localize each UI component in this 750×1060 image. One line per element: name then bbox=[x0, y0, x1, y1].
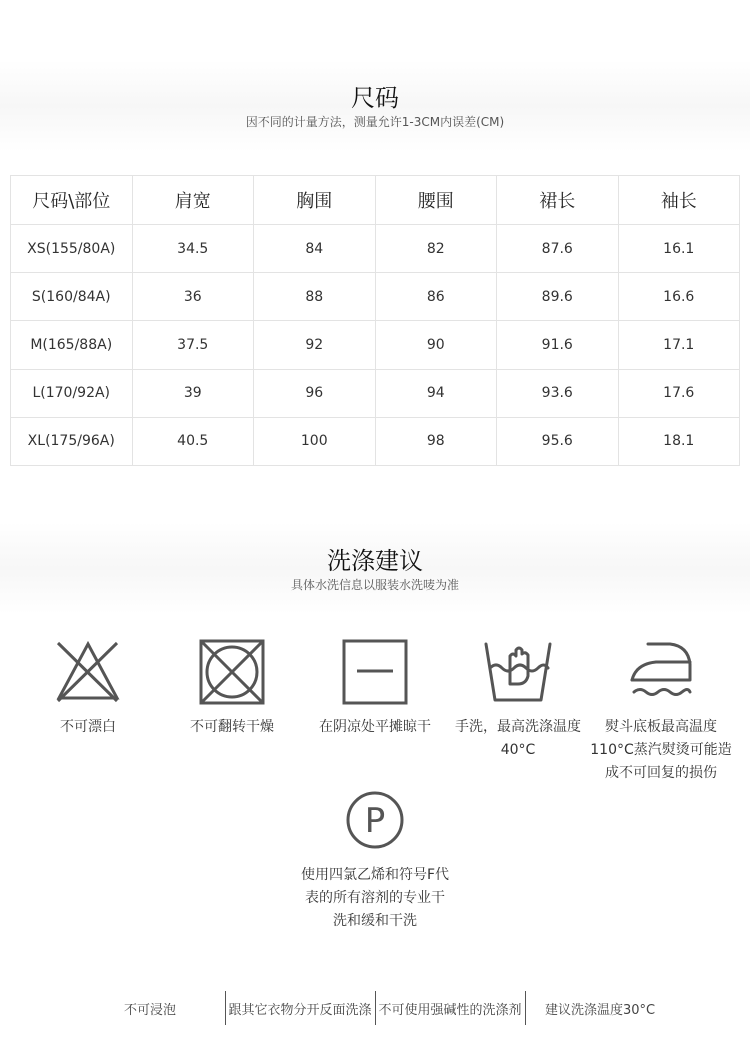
table-cell: 37.5 bbox=[132, 321, 254, 369]
table-cell: 36 bbox=[132, 273, 254, 321]
wash-tips bbox=[75, 985, 675, 1035]
size-table-header-row bbox=[11, 176, 740, 225]
iron-icon bbox=[626, 638, 696, 706]
table-cell: 86 bbox=[375, 273, 497, 321]
table-cell: 96 bbox=[254, 369, 376, 417]
table-row bbox=[11, 273, 740, 321]
table-cell: 82 bbox=[375, 225, 497, 273]
care-item-no-tumble-dry bbox=[157, 638, 307, 739]
table-cell: 93.6 bbox=[497, 369, 619, 417]
no-bleach-icon bbox=[53, 638, 123, 706]
table-cell: 16.1 bbox=[618, 225, 740, 273]
table-row bbox=[11, 225, 740, 273]
size-section-subtitle: 因不同的计量方法，测量允许1-3CM内误差(CM) bbox=[245, 115, 505, 129]
table-cell: L(170/92A) bbox=[11, 369, 133, 417]
table-cell: 92 bbox=[254, 321, 376, 369]
tip-item: 不可使用强碱性的洗涤剂 bbox=[378, 1002, 522, 1018]
table-row bbox=[11, 369, 740, 417]
table-cell: XS(155/80A) bbox=[11, 225, 133, 273]
wash-section-subtitle: 具体水洗信息以服装水洗唛为准 bbox=[290, 578, 459, 592]
header-bust: 胸围 bbox=[254, 176, 376, 225]
table-cell: 17.1 bbox=[618, 321, 740, 369]
svg-text:P: P bbox=[364, 801, 386, 841]
care-item-no-bleach bbox=[13, 638, 163, 739]
table-row bbox=[11, 417, 740, 465]
header-waist: 腰围 bbox=[375, 176, 497, 225]
table-row bbox=[11, 321, 740, 369]
table-cell: 16.6 bbox=[618, 273, 740, 321]
table-cell: XL(175/96A) bbox=[11, 417, 133, 465]
table-cell: 84 bbox=[254, 225, 376, 273]
wash-section-title: 洗涤建议 bbox=[327, 547, 423, 575]
size-section-title: 尺码 bbox=[351, 84, 399, 112]
care-label: 不可翻转干燥 bbox=[190, 719, 274, 735]
no-tumble-dry-icon bbox=[197, 638, 267, 706]
header-shoulder: 肩宽 bbox=[132, 176, 254, 225]
table-cell: 89.6 bbox=[497, 273, 619, 321]
table-cell: 91.6 bbox=[497, 321, 619, 369]
header-size-part: 尺码\部位 bbox=[11, 176, 133, 225]
table-cell: M(165/88A) bbox=[11, 321, 133, 369]
table-cell: 95.6 bbox=[497, 417, 619, 465]
table-cell: 39 bbox=[132, 369, 254, 417]
table-cell: 87.6 bbox=[497, 225, 619, 273]
professional-dry-clean-p-icon bbox=[340, 786, 410, 854]
tip-item: 建议洗涤温度30°C bbox=[544, 1002, 656, 1018]
dry-flat-in-shade-icon bbox=[340, 638, 410, 706]
care-label: 在阴凉处平摊晾干 bbox=[319, 719, 431, 735]
table-cell: 90 bbox=[375, 321, 497, 369]
tip-item: 不可浸泡 bbox=[123, 1002, 176, 1018]
tip-item: 跟其它衣物分开反面洗涤 bbox=[228, 1002, 372, 1018]
table-cell: 94 bbox=[375, 369, 497, 417]
care-item-dry-flat-shade bbox=[300, 638, 450, 739]
table-cell: 88 bbox=[254, 273, 376, 321]
table-cell: 98 bbox=[375, 417, 497, 465]
table-cell: 18.1 bbox=[618, 417, 740, 465]
header-sleeve-length: 袖长 bbox=[618, 176, 740, 225]
care-item-professional-dry-clean bbox=[300, 786, 450, 933]
care-label: 不可漂白 bbox=[60, 719, 116, 735]
hand-wash-icon bbox=[483, 638, 553, 706]
table-cell: 34.5 bbox=[132, 225, 254, 273]
care-item-hand-wash bbox=[443, 638, 593, 762]
care-item-iron bbox=[586, 638, 736, 785]
care-label: 熨斗底板最高温度110°C蒸汽熨烫可能造成不可回复的损伤 bbox=[590, 719, 732, 781]
care-label: 手洗，最高洗涤温度40°C bbox=[455, 719, 581, 758]
size-table bbox=[10, 175, 740, 466]
care-label: 使用四氯乙烯和符号F代表的所有溶剂的专业干 洗和缓和干洗 bbox=[300, 867, 450, 929]
table-cell: 40.5 bbox=[132, 417, 254, 465]
table-cell: 100 bbox=[254, 417, 376, 465]
table-cell: 17.6 bbox=[618, 369, 740, 417]
table-cell: S(160/84A) bbox=[11, 273, 133, 321]
header-skirt-length: 裙长 bbox=[497, 176, 619, 225]
